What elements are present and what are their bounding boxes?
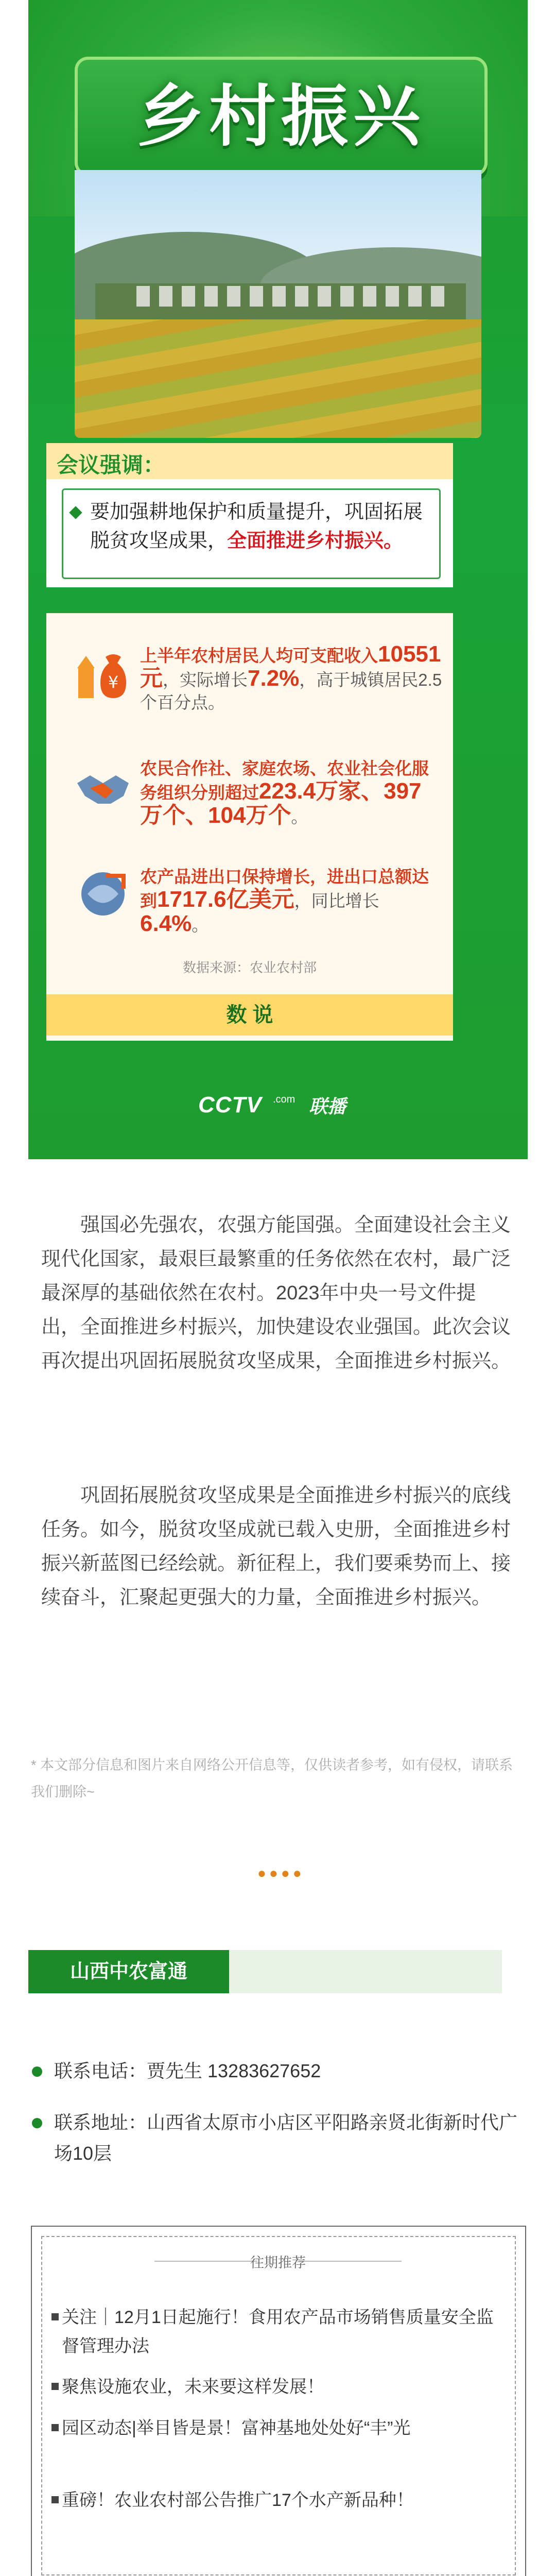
recommend-link-2[interactable]: 聚焦设施农业，未来要这样发展！ xyxy=(62,2377,324,2397)
meeting-title: 会议强调： xyxy=(57,453,165,477)
square-bullet-icon xyxy=(51,2424,59,2431)
meeting-text: 要加强耕地保护和质量提升，巩固拓展脱贫攻坚成果，全面推进乡村振兴。 xyxy=(90,501,423,552)
countryside-photo xyxy=(75,170,481,438)
globe-export-icon xyxy=(75,866,131,922)
money-bag-icon xyxy=(77,647,134,703)
title-board xyxy=(75,57,488,176)
recommend-link-1[interactable]: 关注｜12月1日起施行！食用农产品市场销售质量安全监督管理办法 xyxy=(62,2308,494,2356)
meeting-highlight: 全面推进乡村振兴。 xyxy=(227,530,404,552)
square-bullet-icon xyxy=(51,2383,59,2390)
footer-label: 数 说 xyxy=(226,1004,273,1026)
cctv-logo: CCTV xyxy=(198,1092,262,1117)
brand-name: 山西中农富通 xyxy=(70,1961,187,1982)
contact-phone: 联系电话：贾先生 13283627652 xyxy=(54,2060,321,2081)
poster-title: 乡村振兴 xyxy=(136,77,425,156)
stat-income: 上半年农村居民人均可支配收入10551元，实际增长7.2%，高于城镇居民2.5个百分点。 xyxy=(140,641,442,712)
square-bullet-icon xyxy=(51,2313,59,2320)
square-bullet-icon xyxy=(51,2496,59,2503)
svg-text:¥: ¥ xyxy=(108,672,119,692)
article-paragraph-1: 强国必先强农，农强方能国强。全面建设社会主义现代化国家，最艰巨最繁重的任务依然在农村，最广泛最深厚的基础依然在农村。2023年中央一号文件提出，全面推进乡村振兴，加快建设农业强国。此次会议再次提出巩固拓展脱贫攻坚成果，全面推进乡村振兴。 xyxy=(41,1214,511,1372)
cctv-domain: .com xyxy=(273,1094,296,1105)
bullet-dot-icon xyxy=(32,2118,42,2128)
recommend-link-4[interactable]: 重磅！农业农村部公告推广17个水产新品种！ xyxy=(62,2490,414,2510)
article-paragraph-2: 巩固拓展脱贫攻坚成果是全面推进乡村振兴的底线任务。如今，脱贫攻坚成就已载入史册，全面推进乡村振兴新蓝图已经绘就。新征程上，我们要乘势而上、接续奋斗，汇聚起更强大的力量，全面推进乡村振兴。 xyxy=(41,1485,511,1608)
recommend-title: 往期推荐 xyxy=(250,2255,306,2270)
recommend-link-3[interactable]: 园区动态|举目皆是景！富神基地处处好“丰”光 xyxy=(62,2418,411,2438)
lianbo-logo: 联播 xyxy=(309,1096,346,1117)
recommend-box-inner xyxy=(41,2236,516,2575)
stat-trade: 农产品进出口保持增长，进出口总额达到1717.6亿美元，同比增长6.4%。 xyxy=(140,867,429,936)
data-source: 数据来源：农业农村部 xyxy=(182,960,317,975)
bullet-dot-icon xyxy=(32,2066,42,2077)
stat-organizations: 农民合作社、家庭农场、农业社会化服务组织分别超过223.4万家、397万个、104万个。 xyxy=(140,759,429,828)
divider-dots: ●●●● xyxy=(257,1865,305,1881)
handshake-icon xyxy=(75,760,131,817)
contact-address: 联系地址：山西省太原市小店区平阳路亲贤北街新时代广场10层 xyxy=(54,2112,518,2164)
disclaimer: * 本文部分信息和图片来自网络公开信息等，仅供读者参考，如有侵权，请联系我们删除~ xyxy=(31,1757,513,1800)
